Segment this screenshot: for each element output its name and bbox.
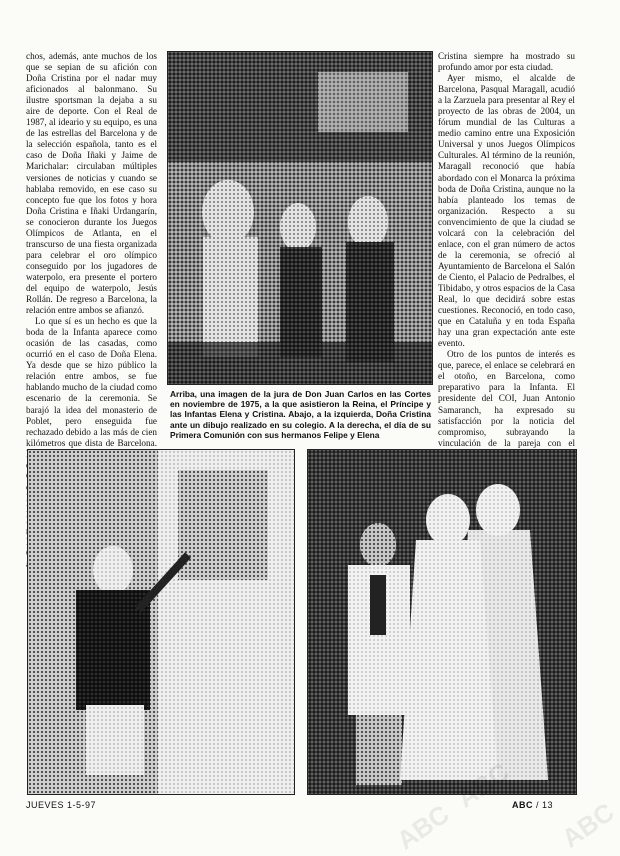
article-paragraph: Cristina siempre ha mostrado su profundo amor por esta ciudad. — [438, 51, 575, 73]
footer-page — [512, 800, 553, 810]
halftone-photo-icon — [308, 450, 576, 794]
photo-primera-comunion — [307, 449, 577, 795]
watermark: ABC — [556, 796, 620, 854]
watermark: ABC — [391, 798, 455, 856]
article-paragraph: Ayer mismo, el alcalde de Barcelona, Pasqual Maragall, acudió a la Zarzuela para presentar al Rey el proyecto de las obras de 2004, un fórum mundial de las Culturas a medio camino entre una Exposición Universal y unos Juegos Olímpicos Culturales. Al término de la reunión, Maragall reconoció que había abordado con el Monarca la próxima boda de Doña Cristina, aunque no la había planteado los temas de organización. Respecto a su convencimiento de que la ciudad se volcará con la celebración del enlace, con el gran número de actos de la ceremonia, se ofreció al Ayuntamiento de Barcelona el Salón de Ciento, el Palacio de Pedralbes, el Tibidabo, y otros espacios de la Casa Real, lo que decidirá sobre estas cuestiones. Reconoció, en todo caso, que en Cataluña y en toda España hay una gran expectación ante este evento. — [438, 73, 575, 349]
photo-caption: Arriba, una imagen de la jura de Don Juan Carlos en las Cortes en noviembre de 1975, a la que asistieron la Reina, el Príncipe y las Infantas Elena y Cristina. Abajo, a la izquierda, Doña Cristina ante un dibujo realizado en su colegio. A la derecha, el día de su Primera Comunión con sus hermanos Felipe y Elena — [170, 389, 431, 440]
page-number: / 13 — [536, 800, 554, 810]
halftone-photo-icon — [168, 52, 432, 384]
photo-cristina-dibujo — [27, 449, 295, 795]
article-paragraph: Otro de los puntos de interés es que, parece, el enlace se celebrará en el otoño, en Barcelona, como preparativo para la Infanta. El presidente del COI, Juan Antonio Samaranch, ha expresado su satisfacción por la noticia del compromiso, subrayando la vinculación de la pareja con el — [438, 349, 575, 448]
article-paragraph: Lo que sí es un hecho es que la boda de la Infanta aparece como ocasión de las casadas, como ocurrió en el caso de Doña Elena. Ya desde que se hizo público la relación entre ambos, se fue hablando mucho de la ciudad como escenario de la ceremonia. Se barajó la idea del monasterio de Poblet, pero enseguida fue rechazado debido a las más de cien kilómetros que dista de Barcelona. — [26, 316, 157, 448]
photo-jura-cortes — [167, 51, 433, 385]
halftone-photo-icon — [28, 450, 294, 794]
article-column-left — [26, 51, 157, 448]
footer-date: JUEVES 1-5-97 — [26, 800, 97, 810]
article-column-right — [438, 51, 575, 448]
article-paragraph: chos, además, ante muchos de los que se sepian de su afición con Doña Cristina por el nadar muy aficionados al balonmano. Su ilustre sportsman la dejaba a su aire de deporte. Con el Real de 1987, al ideario y su equipo, es una de las estrellas del Barcelona y de la selección española, tanto es el caso de Doña Iñaki y Jaime de Marichalar: circulaban múltiples versiones de noticias y cuando se hablaba removido, en ese caso su concepto fue que los fotos y hora Doña Cristina e Iñaki Urdangarín, se conocieron durante los Juegos Olímpicos de Atlanta, en el transcurso de una fiesta organizada para celebrar el oro olímpico conseguido por los jugadores de waterpolo, era presente el portero del equipo de waterpolo, Jesús Rollán. De regreso a Barcelona, la relación entre ambos se afianzó. — [26, 51, 157, 316]
publication-name: ABC — [512, 800, 533, 810]
